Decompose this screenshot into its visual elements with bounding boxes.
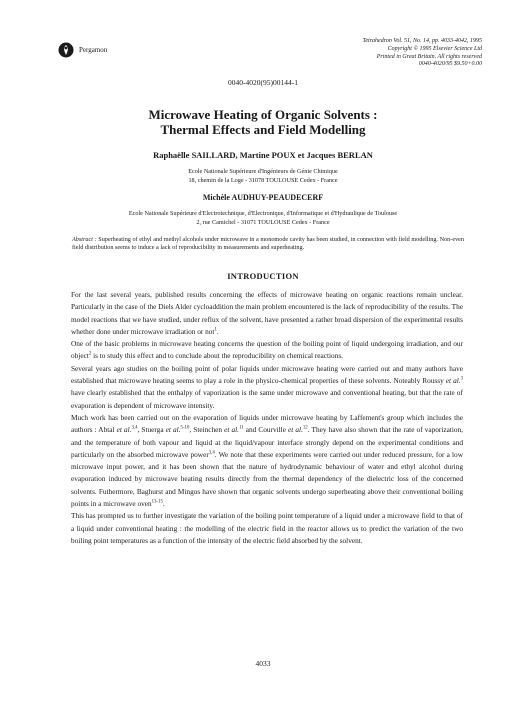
paragraph-3-text-end: have clearly established that the enthalpy of vaporization is the same under microwave and conventional heating, but that the rate of evaporation is dependent of microwave intensity. [71,388,463,410]
page-number: 4033 [255,659,271,668]
article-code: 0040-4020(95)00144-1 [228,78,298,87]
body-text [71,289,463,547]
paragraph-2 [71,338,463,363]
paragraph-4-text: and Courville [243,425,289,435]
abstract-text: Superheating of ethyl and methyl alcohols under microwave in a monomode cavity has been studied, in connection with field modelling. Non-even field distribution seems to induce a lack of reproducibility in measurements and superheating. [72,236,465,251]
issn-line: 0040-4020/95 $9.50+0.00 [418,61,482,68]
paragraph-4-text: Much work has been carried out on the evaporation of liquids under microwave heating by Laffement's group which includes the authors : Abtal [71,412,463,435]
paragraph-5-text: This has prompted us to further investigate the variation of the boiling point temperature of a liquid under a microwave field to that of a liquid under conventional heating : the modelling of the electric field in the reactor allows us to predict the variation of the two boiling point temperatures as a function of the intensity of the electric field absorbed by the solvent. [71,511,463,545]
paragraph-3 [71,363,463,412]
paragraph-1-text: For the last several years, published results concerning the effects of microwave heating on organic reactions remain unclear. Particularly in the case of the Diels Alder cycloaddition the main problem encountered is the lack of reproducibility of the results. The model reactions that we have studied, under reflux of the solvent, have presented a rather broad dispersion of the experimental results whether done under microwave irradiation or not [71,290,463,336]
reference-marker: 2 [88,352,92,358]
paragraph-1-end: . [216,326,219,336]
paragraph-4-end: . [162,499,165,509]
affiliation-2-line-1: Ecole Nationale Supérieure d'Electrotechnique, d'Electronique, d'Informatique et d'Hydraulique de Toulouse [128,210,398,217]
journal-citation: Tetrahedron Vol. 51, No. 14, pp. 4033-4042, 1995 [362,38,482,44]
reference-marker: 12 [302,425,308,431]
abstract-label: Abstract : [72,236,97,243]
section-heading: INTRODUCTION [227,271,299,281]
et-al: et al. [165,425,181,435]
paragraph-4-text: , Steinchen [189,425,225,435]
copyright-line: Copyright © 1995 Elsevier Science Ltd [387,45,482,52]
authors: Raphaëlle SAILLARD, Martine POUX et Jacques BERLAN [153,150,373,160]
paragraph-3-text: Several years ago studies on the boiling point of polar liquids under microwave heating were carried out and many authors have established that microwave heating seems to play a role in the physico-chemical properties of these solvents. Noteably Roussy [71,363,463,386]
reference-marker: 3 [460,376,464,382]
paragraph-2-text-end: is to study this effect and to conclude about the reproducibility on chemical reactions. [91,351,343,361]
affiliation-1-line-2: 18, chemin de la Loge - 31078 TOULOUSE Cedex - France [188,176,338,184]
affiliation-1-line-1: Ecole Nationale Supérieure d'Ingénieurs de Génie Chimique [188,168,338,175]
paper-title [0,107,526,137]
paragraph-4-text: . They have also shown that the rate of vaporization, and the temperature of both vapour and liquid at the liquid/vapour interface strongly depend on the experimental conditions and particularly on the absorbed microwave power [71,425,464,459]
et-al: et al. [445,376,461,386]
paragraph-4-text: , Stuerga [137,425,166,435]
reference-marker: 13-15 [151,499,163,505]
second-author: Michèle AUDHUY-PEAUDECERF [202,193,324,202]
abstract [72,236,464,252]
title-line-1: Microwave Heating of Organic Solvents : [148,107,378,122]
et-al: et al. [116,425,132,435]
paragraph-4-text: . We note that these experiments were carried out under reduced pressure, for a low microwave input power, and it has been shown that the nature of hydrodynamic behaviour of water and ethyl alcohol during evaporation induced by microwave heating results directly from the thermal dependency of the dielectric loss of the concerned solvents. Futhermore, Baghurst and Mingos have shown that organic solvents undergo superheating above their conventional boiling points in a microwave oven [71,449,463,509]
publisher-name: Pergamon [79,46,108,54]
title-line-2: Thermal Effects and Field Modelling [160,122,366,137]
affiliation-2 [0,210,526,227]
publisher-logo-icon [58,42,74,58]
reference-marker: 1 [214,327,217,333]
paragraph-2-text: One of the basic problems in microwave heating concerns the question of the boiling point of liquid undergoing irradiation, and our object [71,339,463,361]
reference-marker: 3,4 [208,450,215,456]
affiliation-1 [0,168,526,185]
printed-line: Printed in Great Britain. All rights reserved [376,53,482,60]
reference-marker: 11 [239,425,244,431]
paragraph-5 [71,510,463,547]
reference-marker: 5-10 [180,425,190,431]
paragraph-4 [71,412,463,510]
reference-marker: 3,4 [131,425,138,431]
et-al: et al. [224,425,240,435]
journal-info [312,38,482,69]
affiliation-2-line-2: 2, rue Camichel - 31071 TOULOUSE Cedex - France [196,218,330,226]
paragraph-1 [71,289,463,338]
et-al: et al. [288,425,303,435]
